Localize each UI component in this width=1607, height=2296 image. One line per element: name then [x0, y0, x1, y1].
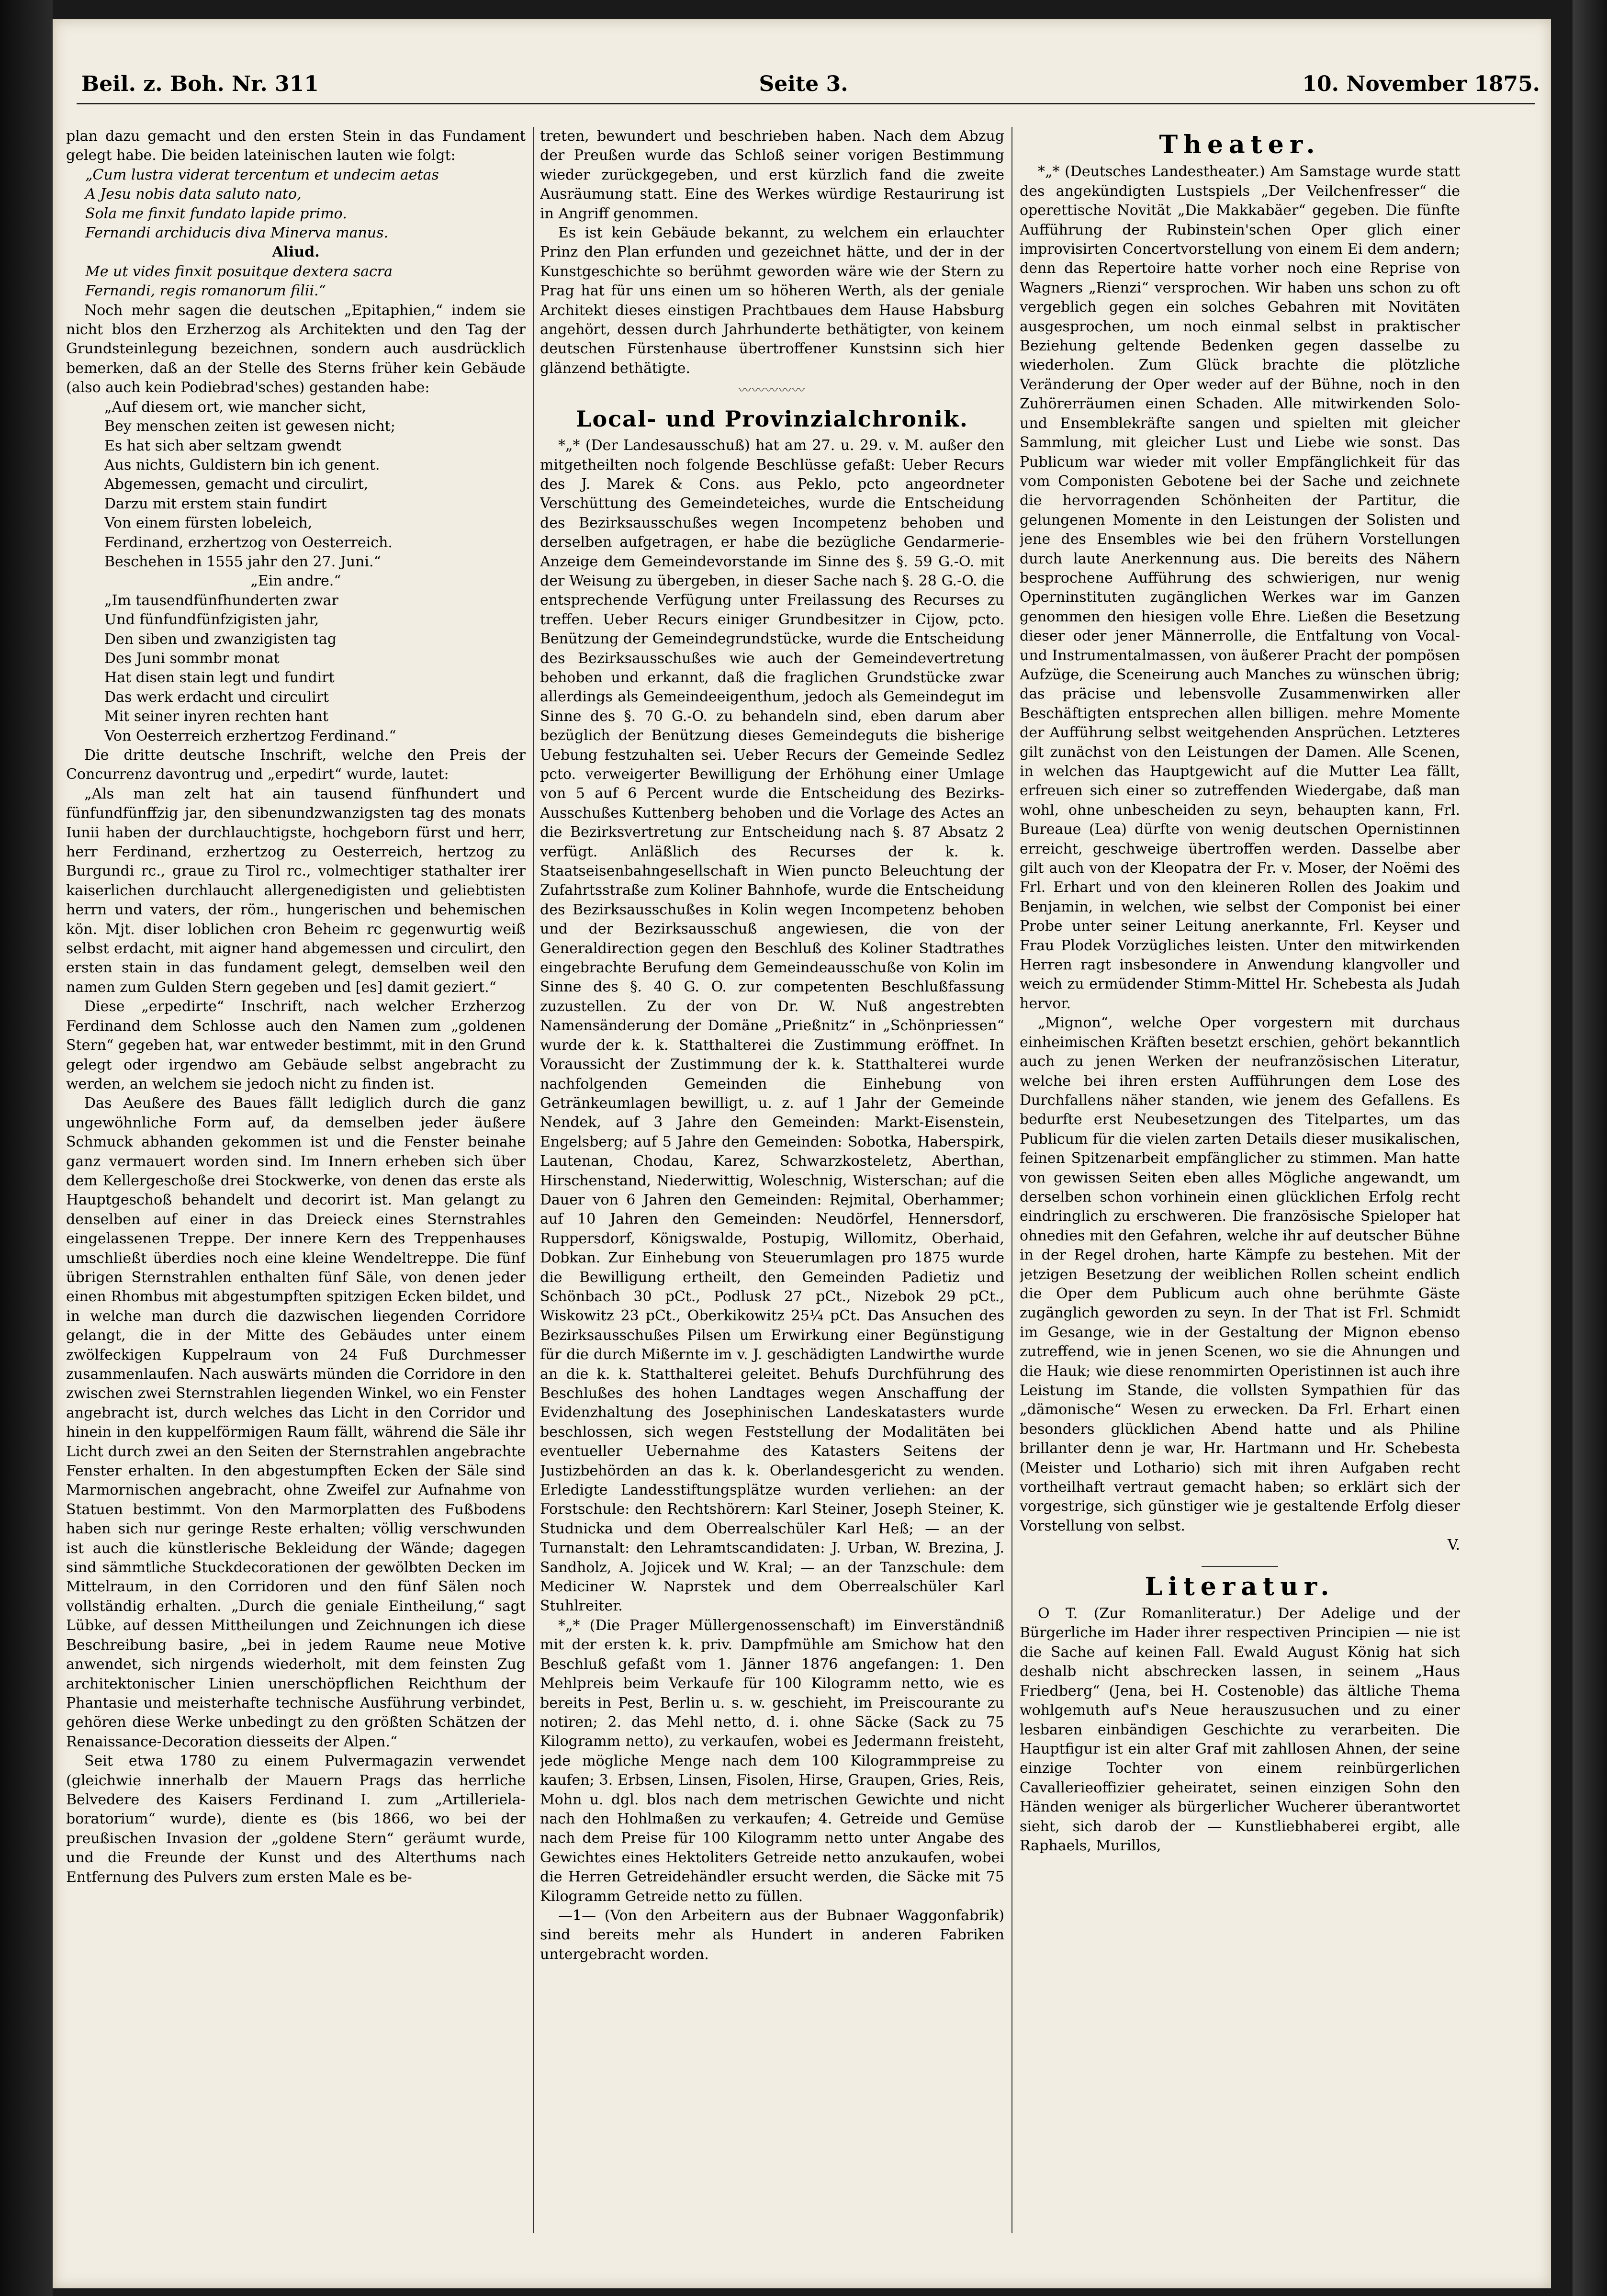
paragraph: Diese „erpedirte“ Inschrift, nach welcher Erzherzog Ferdinand dem Schlosse auch den Namen zum „goldenen Stern“ gegeben hat, war entweder bestimmt, mit in den Grund gelegt oder irgendwo am Gebäude selbst angebracht zu werden, an welchem sie jedoch nicht zu finden ist. — [66, 998, 526, 1092]
paragraph: plan dazu gemacht und den ersten Stein in das Fundament gelegt habe. Die beiden lateinischen lauten wie folgt: — [66, 128, 526, 164]
verse-line: Des Juni sommbr monat — [104, 650, 280, 667]
column-divider-1 — [533, 127, 534, 2233]
verse-line: „Auf diesem ort, wie mancher sicht, — [104, 398, 367, 416]
section-divider — [1202, 1566, 1278, 1567]
paragraph: O T. (Zur Romanliteratur.) Der Adelige und der Bürgerliche im Hader ihrer respectiven Principien — nie ist die Sache auf keinen Fall. Ewald August König hat sich deshalb nicht abschrecken lassen, in seinem „Haus Friedberg“ (Jena, bei H. Costenoble) das ältliche Thema wohlgemuth auf's Neue herauszusuchen und zu einer lesbaren einbändigen Geschichte zu verarbeiten. Die Hauptfigur ist ein alter Graf mit zahllosen Ahnen, der seine einzige Tochter von einem reinbürgerlichen Cavallerieoffizier geheiratet, seinen einzigen Sohn den Händen weniger als bürgerlicher Wucherer überantwortet sieht, sich darob der — Kunstliebhaberei ergibt, alle Raphaels, Murillos, — [1020, 1605, 1460, 1854]
paragraph: Seit etwa 1780 zu einem Pulvermagazin verwendet (gleichwie innerhalb der Mauern Prags das herrliche Belvedere des Kaisers Ferdinand I. zum „Artilleriela-boratorium“ wurde), diente es (bis 1866, wo bei der preußischen Invasion der „goldene Stern“ geräumt wurde, und die Freunde der Kunst und des Alterthums nach Entfernung des Pulvers zum ersten Male es be- — [66, 1753, 526, 1886]
header-rule — [77, 103, 1535, 104]
paragraph: *„* (Deutsches Landestheater.) Am Samstage wurde statt des angekündigten Lustspiels „Der Veilchenfresser“ die operettische Novität „Die Makkabäer“ gegeben. Die fünfte Aufführung der Rubinstein'schen Oper glich einer improvisirten Concertvorstellung von einem Ei dem andern; denn das Repertoire hatte vorher noch eine Reprise von Wagners „Rienzi“ versprochen. Wir haben uns schon zu oft vergeblich gegen ein solches Gebahren mit Novitäten ausgesprochen, um noch einmal selbst in praktischer Beziehung geltende Bedenken gegen dasselbe zu wiederholen. Zum Glück brachte die plötzliche Veränderung der Oper weder auf der Bühne, noch in den Zuhörerräumen einen Schaden. Alle mitwirkenden Solo- und Ensemblekräfte sangen und spielten mit gleicher Sammlung, mit gleicher Lust und Liebe wie sonst. Das Publicum war wieder mit voller Empfänglichkeit für das vom Componisten Gebotene bei der Sache und zeichnete die hervorragenden Schönheiten der Partitur, die gelungenen Momente in den Leistungen der Solisten und jene des Ensembles wie bei den frühern Vorstellungen durch laute Anerkennung aus. Die bereits des Nähern besprochene Aufführung des schwierigen, nur wenig Operninstituten zugänglichen Werkes war im Ganzen genommen den hiesigen volle Ehre. Ließen die Besetzung dieser oder jener Männerrolle, die Entfaltung von Vocal- und Instrumentalmassen, von äußerer Pracht der pompösen Aufzüge, die Sceneirung auch Manches zu wünschen übrig; das präcise und lebensvolle Zusammenwirken aller Beschäftigten entsprechen allen billigen. mehre Momente der Aufführung selbst weitgehenden Ansprüchen. Letzteres gilt zunächst von den Leistungen der Damen. Alle Scenen, in welchen das Hauptgewicht auf die Mutter Lea fällt, erfreuen sich einer so zutreffenden Wiedergabe, daß man wohl, ohne unbescheiden zu seyn, behaupten kann, Frl. Bureaue (Lea) dürfte von wenig deutschen Opernistinnen erreicht, geschweige übertroffen werden. Dasselbe aber gilt auch von der Kleopatra der Fr. v. Moser, der Noëmi des Frl. Erhart und von den kleineren Rollen des Joakim und Benjamin, in welchen, wie selbst der Componist bei einer Probe unter seiner Leitung anerkannte, Frl. Keyser und Frau Plodek Vorzügliches leisten. Unter den mitwirkenden Herren ragt insbesondere in Anwendung klangvoller und weich zu ermüdender Stimm-Mittel Hr. Schebesta als Judah hervor. — [1020, 163, 1460, 1012]
verse-line: Den siben und zwanzigisten tag — [104, 630, 337, 648]
column-2 — [540, 127, 1004, 2262]
verse-line: Von Oesterreich erzhertzog Ferdinand.“ — [104, 727, 396, 744]
latin-line: A Jesu nobis data saluto nato, — [85, 186, 302, 203]
verse-heading: Aliud. — [272, 244, 320, 261]
paragraph: *„* (Der Landesausschuß) hat am 27. u. 29. v. M. außer den mitgetheilten noch folgende Beschlüsse gefaßt: Ueber Recurs des J. Marek & Cons. aus Peklo, pcto angeordneter Verschüttung des Gemeindeteiches, wurde die Entscheidung des Bezirksausschußes wegen Incompetenz behoben und derselben aufgetragen, er habe die bezügliche Gendarmerie-Anzeige dem Gemeindevorstande im Sinne des §. 59 G.-O. mit der Weisung zu übergeben, in dieser Sache nach §. 28 G.-O. die entsprechende Verfügung unter Freilassung des Recurses zu treffen. Ueber Recurs einiger Grundbesitzer in Cijow, pcto. Benützung der Gemeindegrundstücke, wurde die Entscheidung des Bezirksausschußes wie auch der Gemeindevertretung behoben und erkannt, daß die fraglichen Grundstücke zwar allerdings als Gemeindeeigenthum, jedoch als Gemeindegut im Sinne des §. 70 G.-O. zu behandeln sind, eben darum aber bezüglich der Benützung dieses Gemeindeguts die bisherige Uebung festzuhalten sei. Ueber Recurs der Gemeinde Sedlez pcto. verweigerter Bewilligung der Erhöhung einer Umlage von 5 auf 6 Percent wurde die Entscheidung des Bezirks-Ausschußes Kuttenberg behoben und die Vorlage des Actes an die Bezirksvertretung zur Entscheidung nach §. 87 Absatz 2 verfügt. Anläßlich des Recurses der k. k. Staatseisenbahngesellschaft in Wien puncto Beleuchtung der Zufahrtsstraße zum Koliner Bahnhofe, wurde die Entscheidung des Bezirksausschußes in Kolin wegen Incompetenz behoben und der Bezirksausschuß angewiesen, die von der Generaldirection gegen den Beschluß des Koliner Stadtrathes eingebrachte Berufung dem Gemeindeausschuße von Kolin im Sinne des §. 40 G. O. zur competenten Beschlußfassung zuzustellen. Zu der von Dr. W. Nuß angestrebten Namensänderung der Domäne „Prießnitz“ in „Schönpriessen“ wurde der k. k. Statthalterei die Zustimmung eröffnet. In Voraussicht der Zustimmung der k. k. Statthalterei wurde nachfolgenden Gemeinden die Einhebung von Getränkeumlagen bewilligt, u. z. auf 1 Jahr der Gemeinde Nendek, auf 3 Jahre den Gemeinden: Markt-Eisenstein, Engelsberg; auf 5 Jahre den Gemeinden: Sobotka, Haberspirk, Lautenan, Chodau, Karez, Schwarzkosteletz, Aberthan, Hirschenstand, Niederwittig, Woleschnig, Wisterschan; auf die Dauer von 6 Jahren den Gemeinden: Rejmital, Oberhammer; auf 10 Jahren den Gemeinden: Neudörfel, Hennersdorf, Ruppersdorf, Königswalde, Postupig, Willomitz, Oberhaid, Dobkan. Zur Einhebung von Steuerumlagen pro 1875 wurde die Bewilligung ertheilt, den Gemeinden Padietiz und Schönbach 30 pCt., Podlusk 27 pCt., Nizebok 29 pCt., Wiskowitz 23 pCt., Oberkikowitz 25¼ pCt. Das Ansuchen des Bezirksausschußes Pilsen um Erwirkung einer Begünstigung für die durch Mißernte im v. J. geschädigten Landwirthe wurde an die k. k. Statthalterei geleitet. Behufs Durchführung des Beschlußes des hohen Landtages wegen Anschaffung der Evidenzhaltung des Josephinischen Landeskatasters wurde beschlossen, sich wegen Feststellung der Modalitäten bei eventueller Uebernahme des Katasters Seitens der Justizbehörden an das k. k. Oberlandesgericht zu wenden. Erledigte Landesstiftungsplätze wurden verliehen: an der Forstschule: den Rechtshörern: Karl Steiner, Joseph Steiner, K. Studnicka und dem Oberrealschüler Karl Heß; — an der Turnanstalt: den Lehramtscandidaten: J. Urban, W. Brezina, J. Sandholz, A. Jojicek und W. Kral; — an der Tanzschule: dem Mediciner W. Naprstek und dem Oberrealschüler Karl Stuhlreiter. — [540, 437, 1004, 1615]
paragraph: *„* (Die Prager Müllergenossenschaft) im Einverständniß mit der ersten k. k. priv. Dampfmühle am Smichow hat den Beschluß gefaßt vom 1. Jänner 1876 angefangen: 1. Den Mehlpreis beim Verkaufe für 100 Kilogramm netto, wie es bereits in Pest, Berlin u. s. w. geschieht, im Preiscourante zu notiren; 2. das Mehl netto, d. i. ohne Säcke (Sack zu 75 Kilogramm netto), zu verkaufen, wobei es Jedermann freisteht, jede mögliche Menge nach dem 100 Kilogrammpreise zu kaufen; 3. Erbsen, Linsen, Fisolen, Hirse, Graupen, Gries, Reis, Mohn u. dgl. blos nach dem metrischen Gewichte und nicht nach den Hohlmaßen zu verkaufen; 4. Getreide und Gemüse nach dem Preise für 100 Kilogramm netto unter Angabe des Gewichtes eines Hektoliters Getreide netto anzukaufen, wobei die Herren Getreidehändler ersucht werden, die Säcke mit 75 Kilogramm Getreide netto zu füllen. — [540, 1617, 1004, 1905]
page-header — [81, 53, 1540, 96]
verse-line: Beschehen in 1555 jahr den 27. Juni.“ — [104, 553, 381, 570]
verse-line: Und fünfundfünfzigisten jahr, — [104, 611, 319, 629]
latin-line: Fernandi, regis romanorum filii.“ — [85, 282, 326, 300]
header-issue: Beil. z. Boh. Nr. 311 — [81, 72, 319, 96]
verse-line: Ferdinand, erzhertzog von Oesterreich. — [104, 534, 393, 551]
verse-line: Das werk erdacht und circulirt — [104, 688, 329, 706]
paragraph: Das Aeußere des Baues fällt lediglich durch die ganz ungewöhnliche Form auf, da demselben jeder äußere Schmuck abhanden gekommen ist und die Fenster beinahe ganz vermauert worden sind. Im Innern erheben sich über dem Kellergeschoße drei Stockwerke, von denen das erste als Hauptgeschoß behandelt und decorirt ist. Man gelangt zu denselben auf einer in das Dreieck eines Sternstrahles eingelassenen Treppe. Der innere Kern des Treppenhauses umschließt überdies noch eine kleine Wendeltreppe. Die fünf übrigen Sternstrahlen enthalten fünf Säle, von denen jeder einen Rhombus mit abgestumpften spitzigen Ecken bildet, und in welche man durch die dazwischen liegenden Corridore gelangt, die in der Mitte des Gebäudes unter einem zwölfeckigen Kuppelraum von 24 Fuß Durchmesser zusammenlaufen. Nach auswärts münden die Corridore in den zwischen zwei Sternstrahlen liegenden Winkel, wo ein Fenster angebracht ist, durch welches das Licht in den Corridor und hinein in den kuppelförmigen Raum fällt, während die Säle ihr Licht durch zwei an den Seiten der Sternstrahlen angebrachte Fenster erhalten. In den abgestumpften Ecken der Säle sind Marmornischen angebracht, ohne Zweifel zur Aufnahme von Statuen bestimmt. Von den Marmorplatten des Fußbodens haben sich nur geringe Reste erhalten; völlig verschwunden ist auch die künstlerische Bekleidung der Wände; dagegen sind sämmtliche Stuckdecorationen der gewölbten Decken im Mittelraum, in den Corridoren und den fünf Sälen noch vollständig erhalten. „Durch die geniale Eintheilung,“ sagt Lübke, auf dessen Mittheilungen und Zeichnungen ich diese Beschreibung basire, „bei in jedem Raume neue Motive anwendet, sich nirgends wiederholt, mit dem feinsten Zug architektonischer Linien unerschöpflichen Reichthum der Phantasie und meisterhafte technische Ausführung verbindet, gehören diese Werke unbedingt zu den größten Schätzen der Renaissance-Decoration diesseits der Alpen.“ — [66, 1095, 526, 1750]
paragraph: Noch mehr sagen die deutschen „Epitaphien,“ indem sie nicht blos den Erzherzog als Architekten und den Tag der Grundsteinlegung bezeichnen, sondern auch ausdrücklich bemerken, daß an der Stelle des Sterns früher kein Gebäude (also auch kein Podiebrad'sches) gestanden habe: — [66, 302, 526, 396]
verse-line: Mit seiner inyren rechten hant — [104, 708, 328, 725]
latin-line: „Cum lustra viderat tercentum et undecim aetas — [85, 166, 439, 183]
verse-line: Abgemessen, gemacht und circulirt, — [104, 476, 369, 493]
scan-left-edge — [0, 0, 53, 2296]
latin-line: Fernandi archiducis diva Minerva manus. — [85, 225, 389, 242]
verse-line: Von einem fürsten lobeleich, — [104, 515, 313, 532]
paragraph: „Mignon“, welche Oper vorgestern mit durchaus einheimischen Kräften besetzt erschien, gehört bekanntlich auch zu jenen Werken der neufranzösischen Literatur, welche bei ihren ersten Aufführungen dem Lose des Durchfallens näher standen, wie jenem des Gefallens. Es bedurfte erst Neubesetzungen des Titelpartes, um das Publicum für die vielen zarten Details dieser musikalischen, feinen Spitzenarbeit empfänglicher zu stimmen. Man hatte von gewissen Seiten eben alles Mögliche angewandt, um derselben schon vorhinein einen glücklichen Erfolg recht eindringlich zu erschweren. Die französische Spieloper hat ohnedies mit den Gefahren, welche ihr auf deutscher Bühne in der Regel drohen, harte Kämpfe zu bestehen. Mit der jetzigen Besetzung der weiblichen Rollen scheint endlich die Oper dem Publicum auch ohne berühmte Gäste zugänglich geworden zu seyn. In der That ist Frl. Schmidt im Gesange, wie in der Gestaltung der Mignon ebenso zutreffend, wie in jenen Scenen, wo sie die Ahnungen und die Hauk; wie diese renommirten Operistinnen ist auch ihre Leistung im Stande, die vollsten Sympathien für das „dämonische“ Wesen zu erwecken. Da Frl. Erhart einen besonders glücklichen Abend hatte und als Philine brillanter denn je war, Hr. Hartmann und Hr. Schebesta (Meister und Lothario) sich mit ihren Aufgaben recht vortheilhaft vertraut gemacht haben; so erklärt sich der vorgestrige, sich günstiger wie je gestaltende Erfolg dieser Vorstellung von selbst. — [1020, 1014, 1460, 1534]
ornament-divider: 〰〰〰〰〰 — [738, 383, 806, 398]
verse-heading: „Ein andre.“ — [250, 573, 341, 590]
section-title-literature: Literatur. — [1145, 1572, 1335, 1601]
verse-line: Darzu mit erstem stain fundirt — [104, 495, 327, 512]
paragraph: treten, bewundert und beschrieben haben. Nach dem Abzug der Preußen wurde das Schloß seiner vorigen Bestimmung wieder zurückgegeben, und erst kürzlich fand die zweite Ausräumung statt. Eine des Werkes würdige Restaurirung ist in Angriff genommen. — [540, 128, 1004, 222]
latin-line: Me ut vides finxit posuitque dextera sacra — [85, 263, 393, 280]
verse-line: Hat disen stain legt und fundirt — [104, 669, 335, 687]
verse-line: Es hat sich aber seltzam gwendt — [104, 437, 341, 454]
verse-line: „Im tausendfünfhunderten zwar — [104, 592, 338, 609]
author-signature: V. — [1448, 1537, 1460, 1554]
latin-line: Sola me finxit fundato lapide primo. — [85, 205, 347, 222]
verse-line: Bey menschen zeiten ist gewesen nicht; — [104, 418, 395, 435]
paragraph: Die dritte deutsche Inschrift, welche den Preis der Concurrenz davontrug und „erpedirt“ wurde, lautet: — [66, 747, 526, 783]
section-title-local-chronicle: Local- und Provinzialchronik. — [576, 405, 968, 432]
header-page-number: Seite 3. — [759, 72, 848, 96]
header-date: 10. November 1875. — [1302, 72, 1540, 96]
column-1 — [66, 127, 526, 2262]
paragraph: Es ist kein Gebäude bekannt, zu welchem ein erlauchter Prinz den Plan erfunden und gezeichnet hätte, und der in der Kunstgeschichte so berühmt geworden wäre wie der Stern zu Prag hat für uns einen um so höheren Werth, als der geniale Architekt dieses einstigen Prachtbaues dem Hause Habsburg angehört, dessen durch Jahrhunderte bethätigter, von keinem deutschen Fürstenhause übertroffener Kunstsinn sich hier glänzend bethätigte. — [540, 225, 1004, 377]
paragraph: —1— (Von den Arbeitern aus der Bubnaer Waggonfabrik) sind bereits mehr als Hundert in anderen Fabriken untergebracht worden. — [540, 1907, 1004, 1963]
column-3 — [1020, 127, 1460, 2262]
column-divider-2 — [1011, 127, 1012, 2233]
paragraph: „Als man zelt hat ain tausend fünfhundert und fünfundfünffzig jar, den sibenundzwanzigsten tag des monats Iunii haben der durchlauchtigste, hochgeborn fürst und herr, herr Ferdinand, erzhertzog zu Oesterreich, hertzog zu Burgundi rc., graue zu Tirol rc., volmechtiger stathalter irer kaiserlichen durchlaucht allergenedigisten und geliebtisten herrn und vaters, der röm., hungerischen und behemischen kön. Mjt. diser loblichen cron Beheim rc gegenwurtig weiß selbst erdacht, mit aigner hand abgemessen und circulirt, den ersten stain in das fundament gelegt, demselben weil den namen zum Gulden Stern gegeben und [es] damit geziert.“ — [66, 785, 526, 996]
verse-line: Aus nichts, Guldistern bin ich genent. — [104, 456, 380, 473]
scan-binding-edge — [1573, 0, 1607, 2296]
section-title-theater: Theater. — [1159, 130, 1321, 159]
